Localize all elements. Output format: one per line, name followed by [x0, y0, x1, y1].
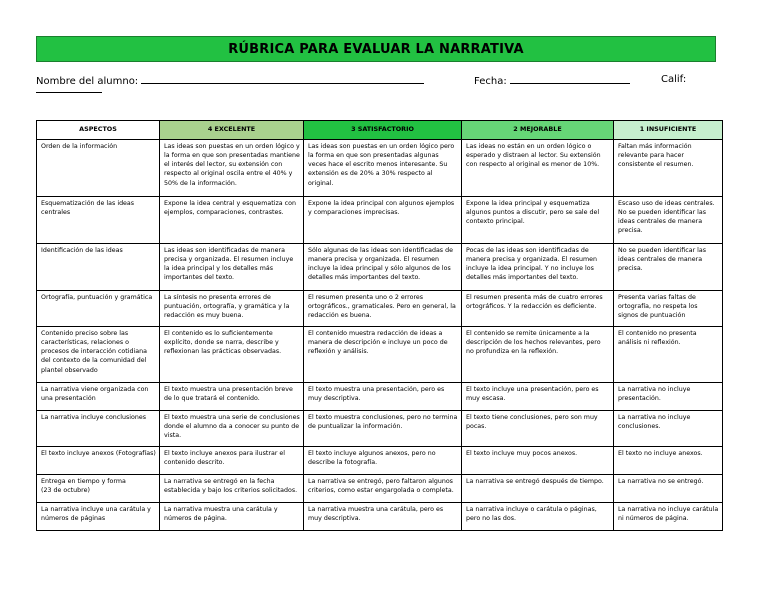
insuficiente-cell: La narrativa no incluye carátula ni números de página. — [614, 503, 723, 531]
student-name-label: Nombre del alumno: — [36, 76, 139, 87]
date-label: Fecha: — [474, 76, 507, 87]
table-row — [37, 447, 723, 475]
insuficiente-cell: La narrativa no incluye presentación. — [614, 383, 723, 411]
mejorable-cell: El texto incluye muy pocos anexos. — [462, 447, 614, 475]
excelente-cell: Las ideas son puestas en un orden lógico y la forma en que son presentadas mantiene el interés del lector, su extensión con respecto al original oscila entre el 40% y 50% de la información. — [160, 140, 304, 197]
table-row — [37, 383, 723, 411]
table-row — [37, 244, 723, 291]
satisfactorio-cell: El contenido muestra redacción de ideas a manera de descripción e incluye un poco de reflexión y análisis. — [304, 327, 462, 383]
header-insuficiente: 1 INSUFICIENTE — [614, 121, 723, 140]
table-row — [37, 140, 723, 197]
aspect-cell: La narrativa incluye una carátula y números de páginas — [37, 503, 160, 531]
excelente-cell: Expone la idea central y esquematiza con ejemplos, comparaciones, contrastes. — [160, 197, 304, 244]
header-mejorable: 2 MEJORABLE — [462, 121, 614, 140]
mejorable-cell: Las ideas no están en un orden lógico o esperado y distraen al lector. Su extensión con respecto al original es menor de 10%. — [462, 140, 614, 197]
table-row — [37, 475, 723, 503]
insuficiente-cell: No se pueden identificar las ideas centrales de manera precisa. — [614, 244, 723, 291]
satisfactorio-cell: El texto muestra una presentación, pero es muy descriptiva. — [304, 383, 462, 411]
aspect-cell: La narrativa incluye conclusiones — [37, 411, 160, 447]
aspect-cell: Entrega en tiempo y forma (23 de octubre) — [37, 475, 160, 503]
insuficiente-cell: La narrativa no incluye conclusiones. — [614, 411, 723, 447]
satisfactorio-cell: Expone la idea principal con algunos ejemplos y comparaciones imprecisas. — [304, 197, 462, 244]
satisfactorio-cell: La narrativa muestra una carátula, pero es muy descriptiva. — [304, 503, 462, 531]
insuficiente-cell: Escaso uso de ideas centrales. No se pueden identificar las ideas centrales de manera precisa. — [614, 197, 723, 244]
grade-line — [36, 92, 102, 93]
satisfactorio-cell: El resumen presenta uno o 2 errores ortográficos., gramaticales. Pero en general, la redacción es buena. — [304, 291, 462, 327]
excelente-cell: El contenido es lo suficientemente explícito, donde se narra, describe y reflexionan las prácticas observadas. — [160, 327, 304, 383]
table-row — [37, 327, 723, 383]
grade-field — [661, 74, 686, 85]
grade-label: Calif: — [661, 74, 687, 85]
aspect-cell: El texto incluye anexos (Fotografías) — [37, 447, 160, 475]
table-row — [37, 291, 723, 327]
excelente-cell: El texto muestra una serie de conclusiones donde el alumno da a conocer su punto de vista. — [160, 411, 304, 447]
satisfactorio-cell: Sólo algunas de las ideas son identificadas de manera precisa y organizada. El resumen incluye la idea principal y sólo algunos de los detalles más importantes del texto. — [304, 244, 462, 291]
excelente-cell: La narrativa muestra una carátula y números de página. — [160, 503, 304, 531]
mejorable-cell: La narrativa se entregó después de tiempo. — [462, 475, 614, 503]
rubric-table — [36, 120, 723, 531]
insuficiente-cell: Faltan más información relevante para hacer consistente el resumen. — [614, 140, 723, 197]
header-row — [37, 121, 723, 140]
mejorable-cell: La narrativa incluye o carátula o páginas, pero no las dos. — [462, 503, 614, 531]
mejorable-cell: El resumen presenta más de cuatro errores ortográficos. Y la redacción es deficiente. — [462, 291, 614, 327]
table-row — [37, 197, 723, 244]
aspect-cell: Ortografía, puntuación y gramática — [37, 291, 160, 327]
page-title: RÚBRICA PARA EVALUAR LA NARRATIVA — [228, 41, 524, 57]
date-field — [474, 74, 630, 87]
header-excelente: 4 EXCELENTE — [160, 121, 304, 140]
excelente-cell: El texto muestra una presentación breve de lo que tratará el contenido. — [160, 383, 304, 411]
mejorable-cell: Pocas de las ideas son identificadas de manera precisa y organizada. El resumen incluye la idea principal. Y no incluye los detalles más importantes del texto. — [462, 244, 614, 291]
insuficiente-cell: El contenido no presenta análisis ni reflexión. — [614, 327, 723, 383]
excelente-cell: La síntesis no presenta errores de puntuación, ortografía, y gramática y la redacción es muy buena. — [160, 291, 304, 327]
satisfactorio-cell: El texto incluye algunos anexos, pero no describe la fotografía. — [304, 447, 462, 475]
excelente-cell: El texto incluye anexos para ilustrar el contenido descrito. — [160, 447, 304, 475]
excelente-cell: La narrativa se entregó en la fecha establecida y bajo los criterios solicitados. — [160, 475, 304, 503]
table-row — [37, 503, 723, 531]
mejorable-cell: El contenido se remite únicamente a la descripción de los hechos relevantes, pero no profundiza en la reflexión. — [462, 327, 614, 383]
satisfactorio-cell: Las ideas son puestas en un orden lógico pero la forma en que son presentadas algunas veces hace el escrito menos interesante. Su extensión es de 20% a 30% respecto al original. — [304, 140, 462, 197]
header-satisfactorio: 3 SATISFACTORIO — [304, 121, 462, 140]
student-name-line — [141, 74, 424, 84]
aspect-cell: Esquematización de las ideas centrales — [37, 197, 160, 244]
aspect-cell: La narrativa viene organizada con una presentación — [37, 383, 160, 411]
aspect-cell: Orden de la información — [37, 140, 160, 197]
aspect-cell: Identificación de las ideas — [37, 244, 160, 291]
table-row — [37, 411, 723, 447]
insuficiente-cell: El texto no incluye anexos. — [614, 447, 723, 475]
satisfactorio-cell: La narrativa se entregó, pero faltaron algunos criterios, como estar engargolada o completa. — [304, 475, 462, 503]
insuficiente-cell: La narrativa no se entregó. — [614, 475, 723, 503]
title-banner — [36, 36, 716, 62]
mejorable-cell: Expone la idea principal y esquematiza algunos puntos a discutir, pero se sale del contexto principal. — [462, 197, 614, 244]
mejorable-cell: El texto tiene conclusiones, pero son muy pocas. — [462, 411, 614, 447]
aspect-cell: Contenido preciso sobre las características, relaciones o procesos de interacción cotidiana del contexto de la comunidad del plantel observado — [37, 327, 160, 383]
mejorable-cell: El texto incluye una presentación, pero es muy escasa. — [462, 383, 614, 411]
header-aspectos: ASPECTOS — [37, 121, 160, 140]
satisfactorio-cell: El texto muestra conclusiones, pero no termina de puntualizar la información. — [304, 411, 462, 447]
excelente-cell: Las ideas son identificadas de manera precisa y organizada. El resumen incluye la idea principal y los detalles más importantes del texto. — [160, 244, 304, 291]
student-name-field — [36, 74, 424, 87]
date-line — [510, 74, 630, 84]
insuficiente-cell: Presenta varias faltas de ortografía, no respeta los signos de puntuación — [614, 291, 723, 327]
